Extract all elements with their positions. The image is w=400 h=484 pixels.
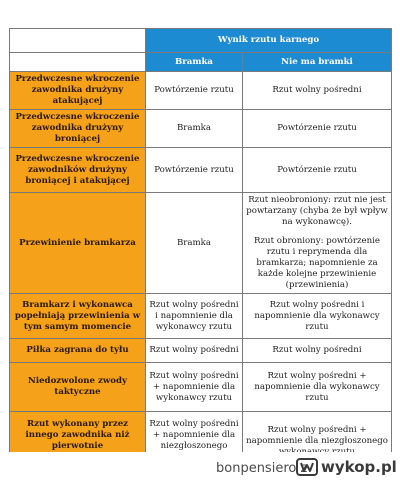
- goal-cell: Rzut wolny pośredni + napomnienie dla niezgłoszonego: [146, 412, 243, 471]
- table-row: [10, 363, 392, 412]
- site-name: wykop.pl: [321, 458, 397, 476]
- goal-cell: Rzut wolny pośredni: [146, 339, 243, 363]
- header-group-title: Wynik rzutu karnego: [146, 29, 392, 53]
- row-label: Przedwczesne wkroczenie zawodnika drużyny atakującej: [10, 72, 146, 110]
- no-goal-cell: [243, 193, 392, 294]
- site-logo: [296, 458, 397, 476]
- wykop-logo-icon: [296, 458, 318, 476]
- no-goal-cell: Powtórzenie rzutu: [243, 148, 392, 193]
- table-row: [10, 339, 392, 363]
- goal-cell: Rzut wolny pośredni i napomnienie dla wykonawcy rzutu: [146, 294, 243, 339]
- footer-username: bonpensiero: [216, 461, 297, 476]
- goal-cell: Powtórzenie rzutu: [146, 148, 243, 193]
- column-header-goal: Bramka: [146, 53, 243, 72]
- goal-cell: Rzut wolny pośredni + napomnienie dla wykonawcy rzutu: [146, 363, 243, 412]
- no-goal-cell: Rzut wolny pośredni: [243, 339, 392, 363]
- header-row-columns: [10, 53, 392, 72]
- no-goal-cell: Rzut wolny pośredni i napomnienie dla wykonawcy rzutu: [243, 294, 392, 339]
- penalty-rules-table-wrapper: [9, 28, 391, 471]
- column-header-no-goal: Nie ma bramki: [243, 53, 392, 72]
- table-row: [10, 72, 392, 110]
- table-row: [10, 110, 392, 148]
- row-label: Przedwczesne wkroczenie zawodników drużyny broniącej i atakującej: [10, 148, 146, 193]
- table-row: [10, 148, 392, 193]
- no-goal-cell: Rzut wolny pośredni + napomnienie dla wykonawcy rzutu: [243, 363, 392, 412]
- no-goal-cell: Powtórzenie rzutu: [243, 110, 392, 148]
- footer-attribution: [216, 461, 307, 476]
- table-row: [10, 294, 392, 339]
- penalty-rules-table: [9, 28, 392, 471]
- no-goal-cell: Rzut wolny pośredni + napomnienie dla niezgłoszonego: [243, 412, 392, 471]
- row-label: Rzut wykonany przez innego zawodnika niż pierwotnie: [10, 412, 146, 471]
- row-label: Przewinienie bramkarza: [10, 193, 146, 294]
- footer-separator: z: [300, 461, 308, 476]
- goal-cell: Powtórzenie rzutu: [146, 72, 243, 110]
- row-label: Niedozwolone zwody taktyczne: [10, 363, 146, 412]
- no-goal-paragraph-unsaved: Rzut nieobroniony: rzut nie jest powtarzany (chyba że był wpływ na wykonawcę).: [246, 195, 388, 227]
- no-goal-paragraph-saved: Rzut obroniony: powtórzenie rzutu i reprymenda dla bramkarza; napomnienie za każde kolejne przewinienie (przewinienia): [254, 236, 380, 290]
- goal-cell: Bramka: [146, 110, 243, 148]
- header-row-top: [10, 29, 392, 53]
- goal-cell: Bramka: [146, 193, 243, 294]
- watermark-footer: [0, 452, 400, 484]
- corner-cell: [10, 29, 146, 53]
- row-label: Przedwczesne wkroczenie zawodnika drużyny broniącej: [10, 110, 146, 148]
- row-label: Piłka zagrana do tyłu: [10, 339, 146, 363]
- table-row: [10, 193, 392, 294]
- corner-cell-lower: [10, 53, 146, 72]
- no-goal-cell: Rzut wolny pośredni: [243, 72, 392, 110]
- row-label: Bramkarz i wykonawca popełniają przewinienia w tym samym momencie: [10, 294, 146, 339]
